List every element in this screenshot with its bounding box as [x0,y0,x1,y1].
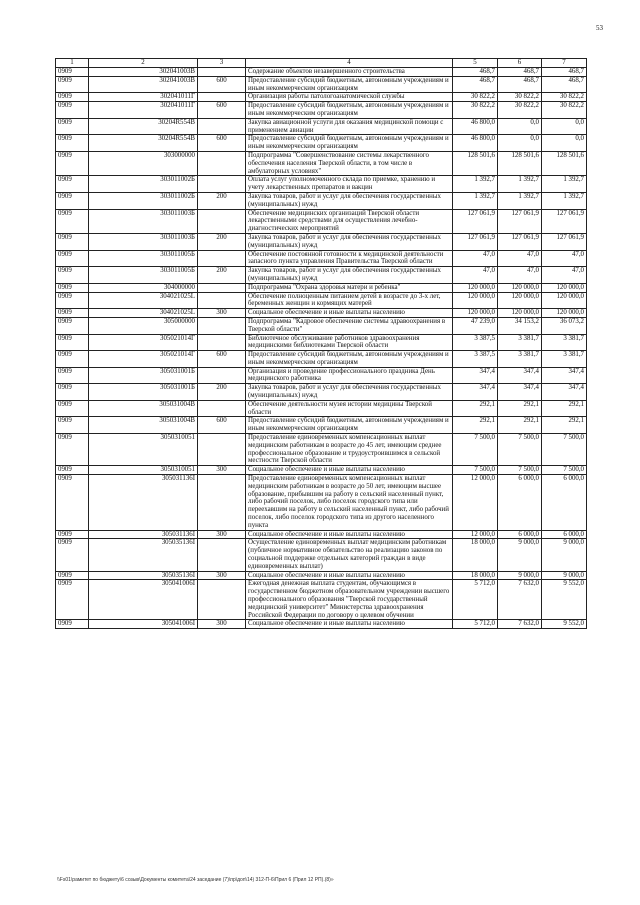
amount-year3-cell: 47,0 [542,250,587,267]
description-cell: Социальное обеспечение и иные выплаты населению [246,309,453,318]
amount-year1-cell: 347,4 [453,367,498,384]
description-cell: Социальное обеспечение и иные выплаты населению [246,466,453,475]
expense-type-cell: 200 [198,384,246,401]
section-code-cell: 0909 [56,367,89,384]
expense-type-cell [198,400,246,417]
description-cell: Обеспечение медицинских организаций Тверской области лекарственными средствами для осуществления лечебно-диагностических мероприятий [246,209,453,233]
amount-year3-cell: 468,7 [542,68,587,77]
expense-type-cell [198,475,246,531]
amount-year3-cell: 9 000,0 [542,571,587,580]
target-article-cell: 305031136I [89,475,198,531]
target-article-cell: 302041011Г [89,93,198,102]
amount-year3-cell: 30 822,2 [542,93,587,102]
expense-type-cell [198,580,246,620]
description-cell: Предоставление субсидий бюджетным, автономным учреждениям и иным некоммерческим организациям [246,417,453,434]
amount-year1-cell: 47,0 [453,250,498,267]
amount-year1-cell: 18 000,0 [453,539,498,571]
amount-year3-cell: 7 500,0 [542,466,587,475]
expense-type-cell [198,317,246,334]
target-article-cell: 305031004В [89,400,198,417]
amount-year3-cell: 120 000,0 [542,283,587,292]
table-row [56,475,587,531]
expense-type-cell [198,434,246,466]
amount-year3-cell: 6 000,0 [542,475,587,531]
section-code-cell: 0909 [56,620,89,629]
target-article-cell: 305035136I [89,539,198,571]
amount-year1-cell: 5 712,0 [453,580,498,620]
table-row [56,434,587,466]
description-cell: Библиотечное обслуживание работников здравоохранения медицинскими библиотеками Тверской области [246,334,453,351]
amount-year1-cell: 47,0 [453,267,498,284]
amount-year1-cell: 127 061,9 [453,209,498,233]
amount-year2-cell: 3 381,7 [498,334,542,351]
header-cell: 2 [89,59,198,68]
section-code-cell: 0909 [56,292,89,309]
amount-year1-cell: 468,7 [453,68,498,77]
budget-table-container [55,58,586,629]
table-row [56,209,587,233]
table-row [56,309,587,318]
description-cell: Предоставление субсидий бюджетным, автономным учреждениям и иным некоммерческим организациям [246,135,453,152]
section-code-cell: 0909 [56,93,89,102]
amount-year3-cell: 36 073,2 [542,317,587,334]
table-row [56,93,587,102]
expense-type-cell: 300 [198,620,246,629]
table-row [56,539,587,571]
section-code-cell: 0909 [56,417,89,434]
expense-type-cell [198,539,246,571]
description-cell: Организация и проведение профессионального праздника День медицинского работника [246,367,453,384]
table-row [56,334,587,351]
amount-year3-cell: 0,0 [542,118,587,135]
table-row [56,250,587,267]
section-code-cell: 0909 [56,334,89,351]
section-code-cell: 0909 [56,475,89,531]
amount-year1-cell: 5 712,0 [453,620,498,629]
amount-year3-cell: 127 061,9 [542,233,587,250]
header-cell: 5 [453,59,498,68]
target-article-cell: 305041006I [89,580,198,620]
expense-type-cell [198,250,246,267]
table-row [56,571,587,580]
amount-year3-cell: 292,1 [542,417,587,434]
table-row [56,466,587,475]
expense-type-cell: 600 [198,351,246,368]
amount-year2-cell: 7 500,0 [498,466,542,475]
description-cell: Подпрограмма "Кадровое обеспечение системы здравоохранения в Тверской области" [246,317,453,334]
amount-year1-cell: 127 061,9 [453,233,498,250]
amount-year3-cell: 347,4 [542,384,587,401]
target-article-cell: 3050310051 [89,434,198,466]
description-cell: Обеспечение деятельности музея истории медицины Тверской области [246,400,453,417]
expense-type-cell [198,283,246,292]
target-article-cell: 303011003Б [89,233,198,250]
description-cell: Предоставление единовременных компенсационных выплат медицинским работникам в возрасте до 45 лет, имеющим среднее профессиональное образование и трудоустроившимся в сельской местности Тверской области [246,434,453,466]
target-article-cell: 302041003В [89,76,198,93]
section-code-cell: 0909 [56,434,89,466]
target-article-cell: 305021014Г [89,334,198,351]
section-code-cell: 0909 [56,151,89,175]
description-cell: Оплата услуг уполномоченного склада по приемке, хранению и учету лекарственных препаратов и вакцин [246,176,453,193]
amount-year2-cell: 0,0 [498,135,542,152]
section-code-cell: 0909 [56,135,89,152]
expense-type-cell [198,118,246,135]
amount-year1-cell: 120 000,0 [453,309,498,318]
section-code-cell: 0909 [56,580,89,620]
expense-type-cell [198,68,246,77]
amount-year3-cell: 120 000,0 [542,309,587,318]
header-cell: 4 [246,59,453,68]
amount-year3-cell: 6 000,0 [542,530,587,539]
description-cell: Закупка товаров, работ и услуг для обеспечения государственных (муниципальных) нужд [246,233,453,250]
expense-type-cell [198,176,246,193]
target-article-cell: 305021014Г [89,351,198,368]
amount-year2-cell: 127 061,9 [498,209,542,233]
target-article-cell: 304000000 [89,283,198,292]
description-cell: Закупка товаров, работ и услуг для обеспечения государственных (муниципальных) нужд [246,267,453,284]
expense-type-cell: 600 [198,135,246,152]
amount-year2-cell: 120 000,0 [498,292,542,309]
description-cell: Осуществление единовременных выплат медицинским работникам (публичное нормативное обязательство на реализацию законов по социальной поддержке отдельных категорий граждан в виде единовременных выплат) [246,539,453,571]
amount-year2-cell: 292,1 [498,400,542,417]
table-row [56,400,587,417]
target-article-cell: 303011005Б [89,267,198,284]
amount-year3-cell: 1 392,7 [542,192,587,209]
table-row [56,135,587,152]
section-code-cell: 0909 [56,102,89,119]
amount-year1-cell: 12 000,0 [453,530,498,539]
amount-year1-cell: 30 822,2 [453,102,498,119]
target-article-cell: 305035136I [89,571,198,580]
section-code-cell: 0909 [56,250,89,267]
table-row [56,192,587,209]
expense-type-cell [198,209,246,233]
section-code-cell: 0909 [56,176,89,193]
description-cell: Обеспечение полноценным питанием детей в возрасте до 3-х лет, беременных женщин и кормящих матерей [246,292,453,309]
header-cell: 1 [56,59,89,68]
amount-year2-cell: 292,1 [498,417,542,434]
expense-type-cell: 300 [198,530,246,539]
section-code-cell: 0909 [56,283,89,292]
amount-year1-cell: 3 387,5 [453,334,498,351]
expense-type-cell: 600 [198,417,246,434]
table-row [56,233,587,250]
amount-year1-cell: 46 800,0 [453,135,498,152]
section-code-cell: 0909 [56,400,89,417]
amount-year2-cell: 347,4 [498,384,542,401]
section-code-cell: 0909 [56,351,89,368]
table-body [56,68,587,629]
amount-year2-cell: 9 000,0 [498,571,542,580]
amount-year1-cell: 12 000,0 [453,475,498,531]
amount-year2-cell: 9 000,0 [498,539,542,571]
amount-year2-cell: 347,4 [498,367,542,384]
target-article-cell: 305031001Б [89,367,198,384]
section-code-cell: 0909 [56,317,89,334]
table-row [56,102,587,119]
footer-file-path: \\Fs01\рамитет по бюджету\6 созыв\Документы комитета\24 заседание (7)\пр\доп\14) 312-П-6\Прил 6 (Прил 12 РП).(8)» [57,877,334,883]
amount-year3-cell: 9 552,0 [542,580,587,620]
table-row [56,530,587,539]
amount-year1-cell: 46 800,0 [453,118,498,135]
table-row [56,267,587,284]
budget-table [55,58,587,629]
amount-year2-cell: 6 000,0 [498,475,542,531]
amount-year1-cell: 120 000,0 [453,292,498,309]
expense-type-cell: 200 [198,192,246,209]
amount-year3-cell: 292,1 [542,400,587,417]
header-cell: 6 [498,59,542,68]
section-code-cell: 0909 [56,384,89,401]
amount-year3-cell: 120 000,0 [542,292,587,309]
amount-year2-cell: 127 061,9 [498,233,542,250]
section-code-cell: 0909 [56,192,89,209]
target-article-cell: 302041003В [89,68,198,77]
description-cell: Социальное обеспечение и иные выплаты населению [246,571,453,580]
target-article-cell: 30204R554В [89,118,198,135]
amount-year2-cell: 30 822,2 [498,93,542,102]
amount-year1-cell: 292,1 [453,400,498,417]
table-row [56,367,587,384]
target-article-cell: 30204R554В [89,135,198,152]
section-code-cell: 0909 [56,539,89,571]
table-row [56,283,587,292]
table-header-row [56,59,587,68]
expense-type-cell: 300 [198,309,246,318]
amount-year3-cell: 3 381,7 [542,334,587,351]
target-article-cell: 3050310051 [89,466,198,475]
amount-year2-cell: 6 000,0 [498,530,542,539]
amount-year1-cell: 47 239,0 [453,317,498,334]
description-cell: Социальное обеспечение и иные выплаты населению [246,620,453,629]
page-number: 53 [596,24,603,32]
section-code-cell: 0909 [56,309,89,318]
description-cell: Предоставление субсидий бюджетным, автономным учреждениям и иным некоммерческим организациям [246,351,453,368]
amount-year3-cell: 7 500,0 [542,434,587,466]
section-code-cell: 0909 [56,466,89,475]
target-article-cell: 304021025L [89,292,198,309]
target-article-cell: 302041011Г [89,102,198,119]
description-cell: Подпрограмма "Охрана здоровья матери и ребенка" [246,283,453,292]
amount-year1-cell: 347,4 [453,384,498,401]
target-article-cell: 303011005Б [89,250,198,267]
amount-year2-cell: 34 153,2 [498,317,542,334]
section-code-cell: 0909 [56,76,89,93]
target-article-cell: 303011002Б [89,176,198,193]
amount-year1-cell: 1 392,7 [453,176,498,193]
table-row [56,580,587,620]
amount-year3-cell: 1 392,7 [542,176,587,193]
amount-year3-cell: 128 501,6 [542,151,587,175]
amount-year2-cell: 468,7 [498,68,542,77]
amount-year3-cell: 3 381,7 [542,351,587,368]
amount-year3-cell: 9 552,0 [542,620,587,629]
amount-year1-cell: 30 822,2 [453,93,498,102]
expense-type-cell: 300 [198,571,246,580]
amount-year1-cell: 7 500,0 [453,466,498,475]
description-cell: Организация работы патологоанатомической службы [246,93,453,102]
table-row [56,68,587,77]
expense-type-cell: 600 [198,102,246,119]
description-cell: Предоставление субсидий бюджетным, автономным учреждениям и иным некоммерческим организациям [246,102,453,119]
description-cell: Социальное обеспечение и иные выплаты населению [246,530,453,539]
table-row [56,151,587,175]
target-article-cell: 303000000 [89,151,198,175]
description-cell: Закупка авиационной услуги для оказания медицинской помощи с применением авиации [246,118,453,135]
amount-year2-cell: 1 392,7 [498,176,542,193]
table-row [56,76,587,93]
header-cell: 3 [198,59,246,68]
amount-year3-cell: 127 061,9 [542,209,587,233]
amount-year1-cell: 3 387,5 [453,351,498,368]
target-article-cell: 305041006I [89,620,198,629]
amount-year3-cell: 468,7 [542,76,587,93]
amount-year1-cell: 1 392,7 [453,192,498,209]
target-article-cell: 303011002Б [89,192,198,209]
amount-year3-cell: 0,0 [542,135,587,152]
description-cell: Закупка товаров, работ и услуг для обеспечения государственных (муниципальных) нужд [246,384,453,401]
section-code-cell: 0909 [56,68,89,77]
description-cell: Закупка товаров, работ и услуг для обеспечения государственных (муниципальных) нужд [246,192,453,209]
table-row [56,317,587,334]
table-row [56,620,587,629]
amount-year3-cell: 9 000,0 [542,539,587,571]
amount-year1-cell: 120 000,0 [453,283,498,292]
description-cell: Подпрограмма "Совершенствование системы лекарственного обеспечения населения Тверской области, в том числе в амбулаторных условиях" [246,151,453,175]
section-code-cell: 0909 [56,233,89,250]
target-article-cell: 303011003Б [89,209,198,233]
amount-year2-cell: 7 632,0 [498,620,542,629]
table-row [56,176,587,193]
table-row [56,292,587,309]
target-article-cell: 305031001Б [89,384,198,401]
section-code-cell: 0909 [56,530,89,539]
table-row [56,118,587,135]
expense-type-cell [198,292,246,309]
section-code-cell: 0909 [56,571,89,580]
expense-type-cell [198,93,246,102]
amount-year2-cell: 1 392,7 [498,192,542,209]
target-article-cell: 305031136I [89,530,198,539]
amount-year2-cell: 0,0 [498,118,542,135]
amount-year2-cell: 128 501,6 [498,151,542,175]
expense-type-cell: 300 [198,466,246,475]
amount-year2-cell: 120 000,0 [498,309,542,318]
amount-year2-cell: 30 822,2 [498,102,542,119]
target-article-cell: 305000000 [89,317,198,334]
amount-year3-cell: 347,4 [542,367,587,384]
amount-year2-cell: 7 500,0 [498,434,542,466]
expense-type-cell: 600 [198,76,246,93]
amount-year3-cell: 30 822,2 [542,102,587,119]
amount-year2-cell: 47,0 [498,267,542,284]
amount-year1-cell: 7 500,0 [453,434,498,466]
amount-year2-cell: 120 000,0 [498,283,542,292]
table-row [56,384,587,401]
section-code-cell: 0909 [56,267,89,284]
amount-year2-cell: 47,0 [498,250,542,267]
amount-year1-cell: 18 000,0 [453,571,498,580]
target-article-cell: 305031004В [89,417,198,434]
amount-year2-cell: 7 632,0 [498,580,542,620]
description-cell: Содержание объектов незавершенного строительства [246,68,453,77]
section-code-cell: 0909 [56,209,89,233]
description-cell: Предоставление субсидий бюджетным, автономным учреждениям и иным некоммерческим организациям [246,76,453,93]
amount-year1-cell: 468,7 [453,76,498,93]
expense-type-cell: 200 [198,267,246,284]
table-row [56,351,587,368]
description-cell: Обеспечение постоянной готовности к медицинской деятельности запасного пункта управления Правительства Тверской области [246,250,453,267]
target-article-cell: 304021025L [89,309,198,318]
table-row [56,417,587,434]
header-cell: 7 [542,59,587,68]
amount-year2-cell: 468,7 [498,76,542,93]
amount-year1-cell: 128 501,6 [453,151,498,175]
section-code-cell: 0909 [56,118,89,135]
amount-year2-cell: 3 381,7 [498,351,542,368]
amount-year1-cell: 292,1 [453,417,498,434]
expense-type-cell [198,334,246,351]
expense-type-cell [198,151,246,175]
expense-type-cell: 200 [198,233,246,250]
description-cell: Предоставление единовременных компенсационных выплат медицинским работникам в возрасте до 50 лет, имеющим высшее образование, прибывшим на работу в сельский населенный пункт, либо рабочий поселок, либо поселок городского типа или переехавшим на работу в сельский населенный пункт, либо рабочий поселок, либо поселок городского типа из другого населенного пункта [246,475,453,531]
expense-type-cell [198,367,246,384]
amount-year3-cell: 47,0 [542,267,587,284]
description-cell: Ежегодная денежная выплата студентам, обучающимся в государственном бюджетном образовательном учреждении высшего профессионального образования "Тверской государственный медицинский университет" Министерства здравоохранения Российской Федерации по договору о целевом обучении [246,580,453,620]
